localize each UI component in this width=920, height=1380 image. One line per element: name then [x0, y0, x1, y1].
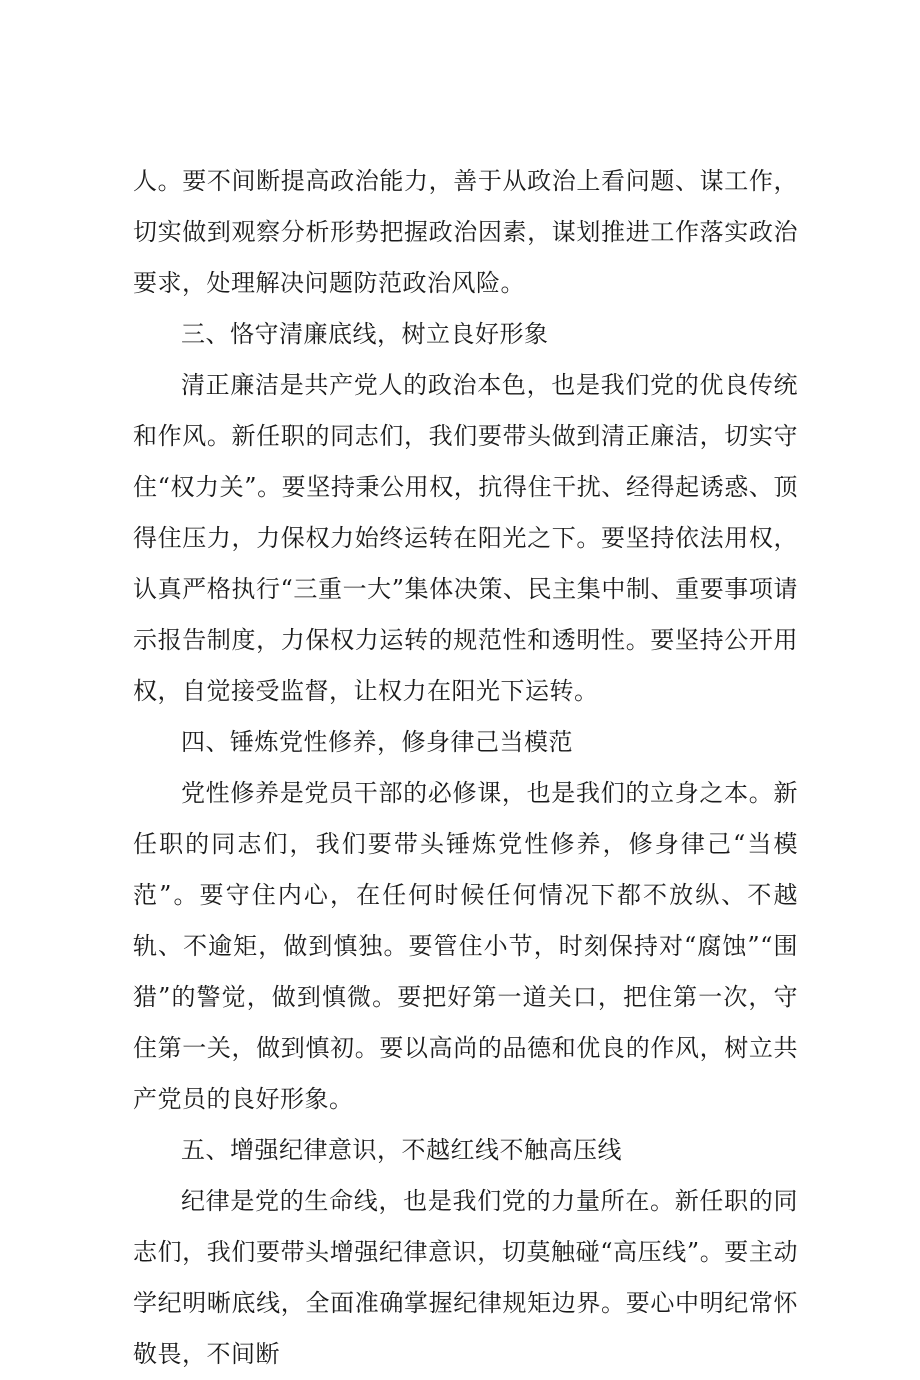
paragraph-party-spirit: 党性修养是党员干部的必修课，也是我们的立身之本。新任职的同志们，我们要带头锤炼党性修养，修身律己“当模范”。要守住内心，在任何时候任何情况下都不放纵、不越轨、不逾矩，做到慎独。要管住小节，时刻保持对“腐蚀”“围猎”的警觉，做到慎微。要把好第一道关口，把住第一次，守住第一关，做到慎初。要以高尚的品德和优良的作风，树立共产党员的良好形象。 [133, 779, 798, 1113]
paragraph-integrity: 清正廉洁是共产党人的政治本色，也是我们党的优良传统和作风。新任职的同志们，我们要带头做到清正廉洁，切实守住“权力关”。要坚持秉公用权，抗得住干扰、经得起诱惑、顶得住压力，力保权力始终运转在阳光之下。要坚持依法用权，认真严格执行“三重一大”集体决策、民主集中制、重要事项请示报告制度，力保权力运转的规范性和透明性。要坚持公开用权，自觉接受监督，让权力在阳光下运转。 [133, 371, 798, 705]
heading-discipline: 五、增强纪律意识，不越红线不触高压线 [181, 1136, 622, 1164]
paragraph-political-ability: 人。要不间断提高政治能力，善于从政治上看问题、谋工作，切实做到观察分析形势把握政治因素，谋划推进工作落实政治要求，处理解决问题防范政治风险。 [133, 167, 798, 297]
paragraph-discipline: 纪律是党的生命线，也是我们党的力量所在。新任职的同志们，我们要带头增强纪律意识，切莫触碰“高压线”。要主动学纪明晰底线，全面准确掌握纪律规矩边界。要心中明纪常怀敬畏，不间断 [133, 1187, 798, 1368]
heading-integrity-bottom-line: 三、恪守清廉底线，树立良好形象 [181, 320, 549, 348]
heading-party-spirit: 四、锤炼党性修养，修身律己当模范 [181, 728, 573, 756]
document-body [133, 156, 798, 1380]
